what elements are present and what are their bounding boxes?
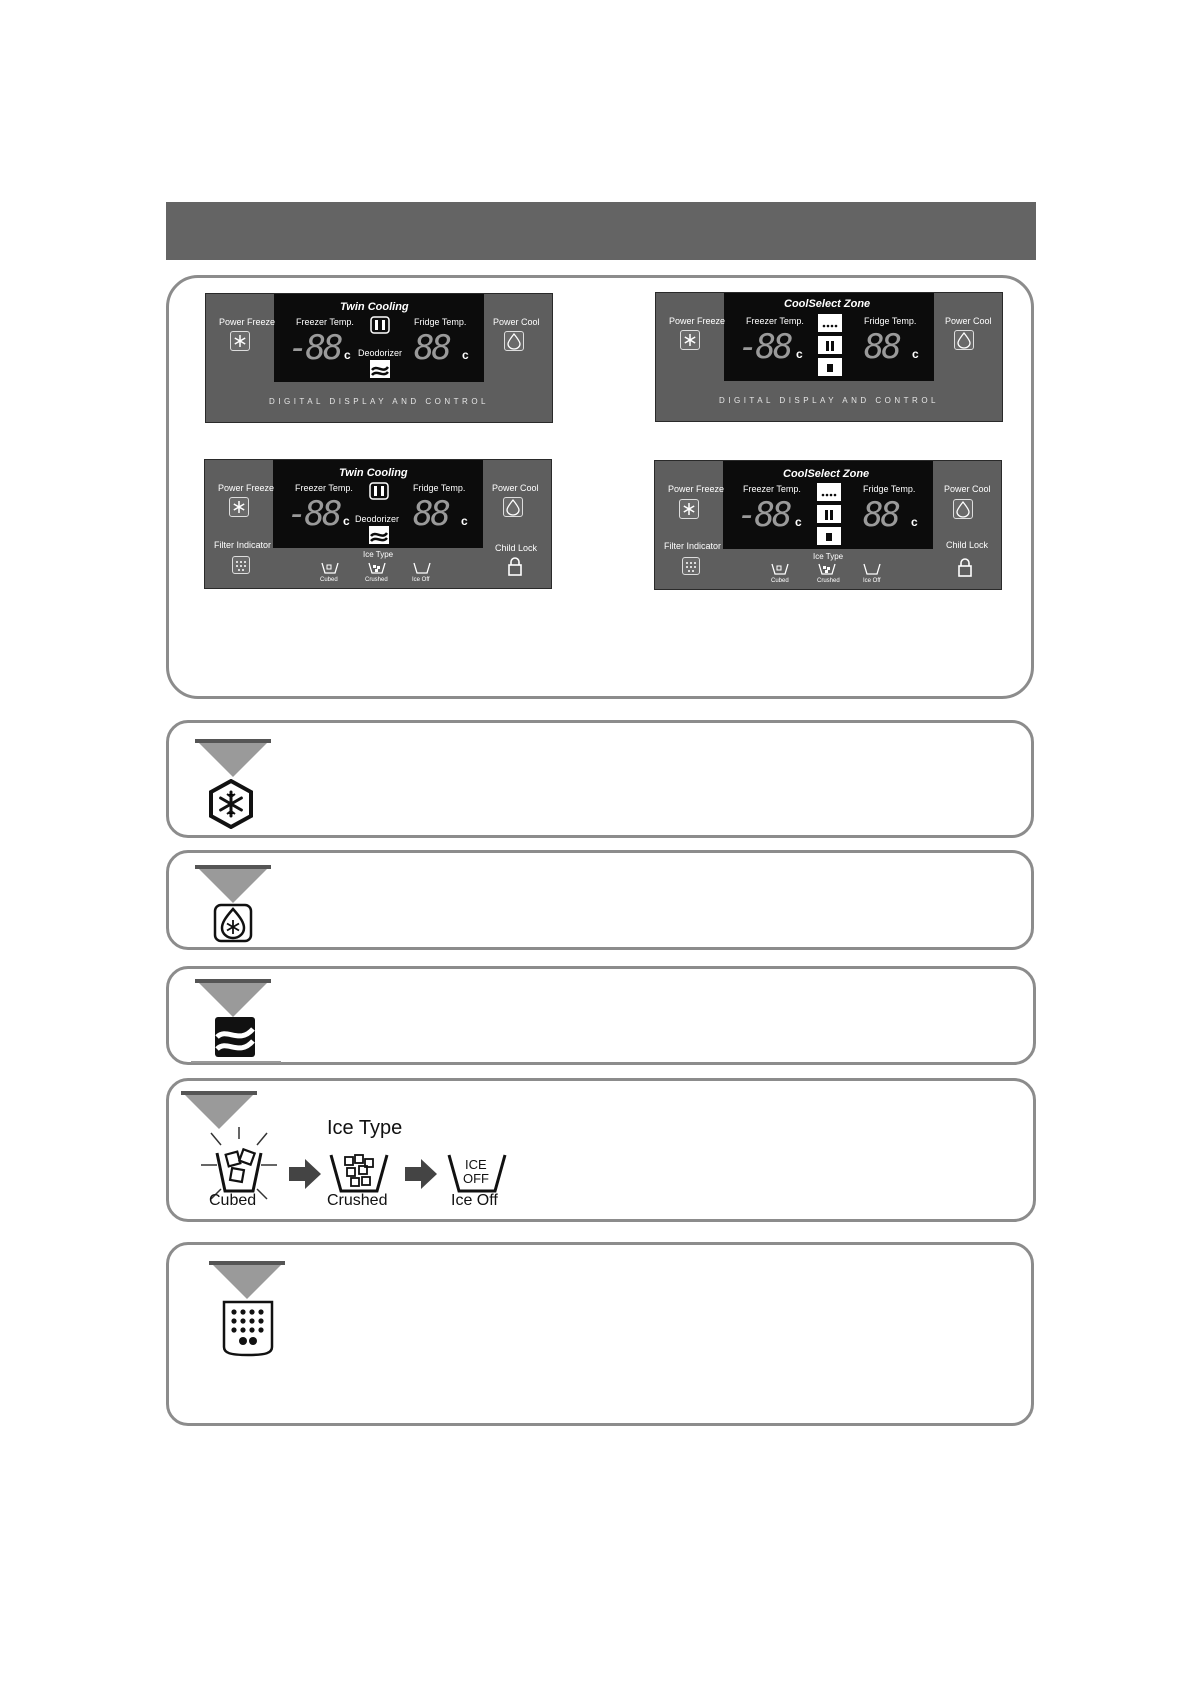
freezer-digits: -88 <box>738 327 791 367</box>
fridge-unit: c <box>911 515 918 529</box>
snowflake-icon <box>230 498 248 516</box>
cubed-label: Cubed <box>209 1192 257 1209</box>
section-marker <box>209 1261 285 1299</box>
fridge-digits: 88 <box>864 327 899 367</box>
coolselect-mode-icons <box>818 314 842 378</box>
panel-twin-cooling-standard <box>205 293 553 423</box>
ice-off-label: Ice Off <box>451 1192 498 1209</box>
power-cool-label: Power Cool <box>493 317 540 327</box>
deodorizer-underline <box>191 1061 281 1063</box>
freezer-temp-label: Freezer Temp. <box>743 484 801 494</box>
panel-title: Twin Cooling <box>339 467 408 479</box>
power-cool-section <box>166 850 1034 950</box>
ice-type-heading: Ice Type <box>327 1117 403 1139</box>
crushed-label: Crushed <box>365 577 388 583</box>
child-lock-label: Child Lock <box>495 543 538 553</box>
filter-indicator-section <box>166 1242 1034 1426</box>
fridge-unit: c <box>461 514 468 528</box>
fridge-temp-label: Fridge Temp. <box>414 317 467 327</box>
cubed-label: Cubed <box>771 578 789 584</box>
panel-title: CoolSelect Zone <box>783 468 870 480</box>
fridge-digits: 88 <box>863 495 898 535</box>
twin-cooling-icon <box>370 316 390 334</box>
ice-off-label: Ice Off <box>863 578 881 584</box>
filter-icon <box>233 557 249 573</box>
panel-coolselect-standard <box>655 292 1003 422</box>
cubed-label: Cubed <box>320 577 338 583</box>
freezer-unit: c <box>343 514 350 528</box>
twin-cooling-icon <box>369 482 389 500</box>
padlock-icon[interactable] <box>957 557 973 577</box>
deodorizer-icon <box>215 1017 255 1057</box>
fridge-digits: 88 <box>414 328 449 368</box>
droplet-icon <box>504 498 522 516</box>
child-lock-label: Child Lock <box>946 540 989 550</box>
power-freeze-button[interactable] <box>229 497 249 517</box>
padlock-icon[interactable] <box>507 556 523 576</box>
filter-icon <box>683 558 699 574</box>
crushed-label: Crushed <box>327 1192 388 1209</box>
power-cool-button[interactable] <box>954 330 974 350</box>
droplet-icon <box>954 500 972 518</box>
deodorizer-label: Deodorizer <box>358 348 403 358</box>
crushed-label: Crushed <box>817 578 840 584</box>
power-freeze-label: Power Freeze <box>218 483 275 493</box>
crushed-icon[interactable] <box>368 562 386 574</box>
freezer-temp-label: Freezer Temp. <box>296 317 354 327</box>
droplet-icon <box>955 331 973 349</box>
control-panels-box <box>166 275 1034 699</box>
ice-type-label: Ice Type <box>813 552 844 561</box>
power-cool-label: Power Cool <box>492 483 539 493</box>
display-area <box>273 460 483 548</box>
display-area <box>724 293 934 381</box>
cubed-icon[interactable] <box>321 562 339 574</box>
power-freeze-label: Power Freeze <box>669 316 726 326</box>
freezer-temp-label: Freezer Temp. <box>746 316 804 326</box>
power-freeze-button[interactable] <box>679 499 699 519</box>
power-cool-button[interactable] <box>953 499 973 519</box>
freezer-unit: c <box>796 347 803 361</box>
section-marker <box>195 979 271 1017</box>
panel-title: Twin Cooling <box>340 301 409 313</box>
fridge-temp-label: Fridge Temp. <box>864 316 917 326</box>
ice-type-label: Ice Type <box>363 550 394 559</box>
power-freeze-label: Power Freeze <box>668 484 725 494</box>
section-header-bar <box>166 202 1036 260</box>
panel-twin-cooling-dispenser <box>204 459 552 589</box>
power-cool-label: Power Cool <box>944 484 991 494</box>
snowflake-icon <box>680 500 698 518</box>
panel-footer: DIGITAL DISPLAY AND CONTROL <box>718 396 939 405</box>
deodorizer-icon <box>370 360 390 378</box>
arrow-right-icon <box>405 1159 437 1189</box>
ice-off-icon[interactable] <box>863 563 881 575</box>
display-area <box>274 294 484 382</box>
snowflake-icon <box>681 331 699 349</box>
snowflake-icon <box>231 332 249 350</box>
deodorizer-icon <box>369 526 389 544</box>
cubed-icon[interactable] <box>771 563 789 575</box>
power-cool-icon <box>213 903 253 943</box>
deodorizer-section <box>166 966 1036 1065</box>
freezer-unit: c <box>795 515 802 529</box>
fridge-unit: c <box>912 347 919 361</box>
crushed-icon[interactable] <box>818 563 836 575</box>
filter-indicator-label: Filter Indicator <box>664 541 722 551</box>
panel-coolselect-dispenser <box>654 460 1002 590</box>
crushed-ice-icon <box>329 1151 389 1195</box>
fridge-unit: c <box>462 348 469 362</box>
panel-footer: DIGITAL DISPLAY AND CONTROL <box>268 397 489 406</box>
power-freeze-section <box>166 720 1034 838</box>
filter-reset-button[interactable] <box>232 556 250 574</box>
fridge-temp-label: Fridge Temp. <box>413 483 466 493</box>
power-cool-button[interactable] <box>504 331 524 351</box>
fridge-digits: 88 <box>413 494 448 534</box>
power-freeze-button[interactable] <box>680 330 700 350</box>
droplet-icon <box>505 332 523 350</box>
power-freeze-button[interactable] <box>230 331 250 351</box>
freezer-digits: -88 <box>287 494 340 534</box>
freezer-temp-label: Freezer Temp. <box>295 483 353 493</box>
freezer-digits: -88 <box>737 495 790 535</box>
power-cool-button[interactable] <box>503 497 523 517</box>
power-freeze-icon <box>207 779 255 829</box>
coolselect-mode-icons <box>817 483 841 547</box>
section-marker <box>195 865 271 903</box>
power-cool-label: Power Cool <box>945 316 992 326</box>
section-marker <box>181 1091 257 1129</box>
ice-off-label: Ice Off <box>412 577 430 583</box>
ice-off-icon[interactable] <box>413 562 431 574</box>
fridge-temp-label: Fridge Temp. <box>863 484 916 494</box>
filter-indicator-label: Filter Indicator <box>214 540 272 550</box>
filter-icon <box>221 1299 275 1357</box>
power-freeze-label: Power Freeze <box>219 317 276 327</box>
ice-off-icon-text-1: ICE <box>465 1157 487 1172</box>
section-marker <box>195 739 271 777</box>
freezer-unit: c <box>344 348 351 362</box>
display-area <box>723 461 933 549</box>
ice-off-icon-text-2: OFF <box>463 1171 489 1186</box>
panel-title: CoolSelect Zone <box>784 298 871 310</box>
arrow-right-icon <box>289 1159 321 1189</box>
freezer-digits: -88 <box>288 328 341 368</box>
ice-type-section <box>166 1078 1036 1222</box>
filter-reset-button[interactable] <box>682 557 700 575</box>
deodorizer-label: Deodorizer <box>355 514 400 524</box>
